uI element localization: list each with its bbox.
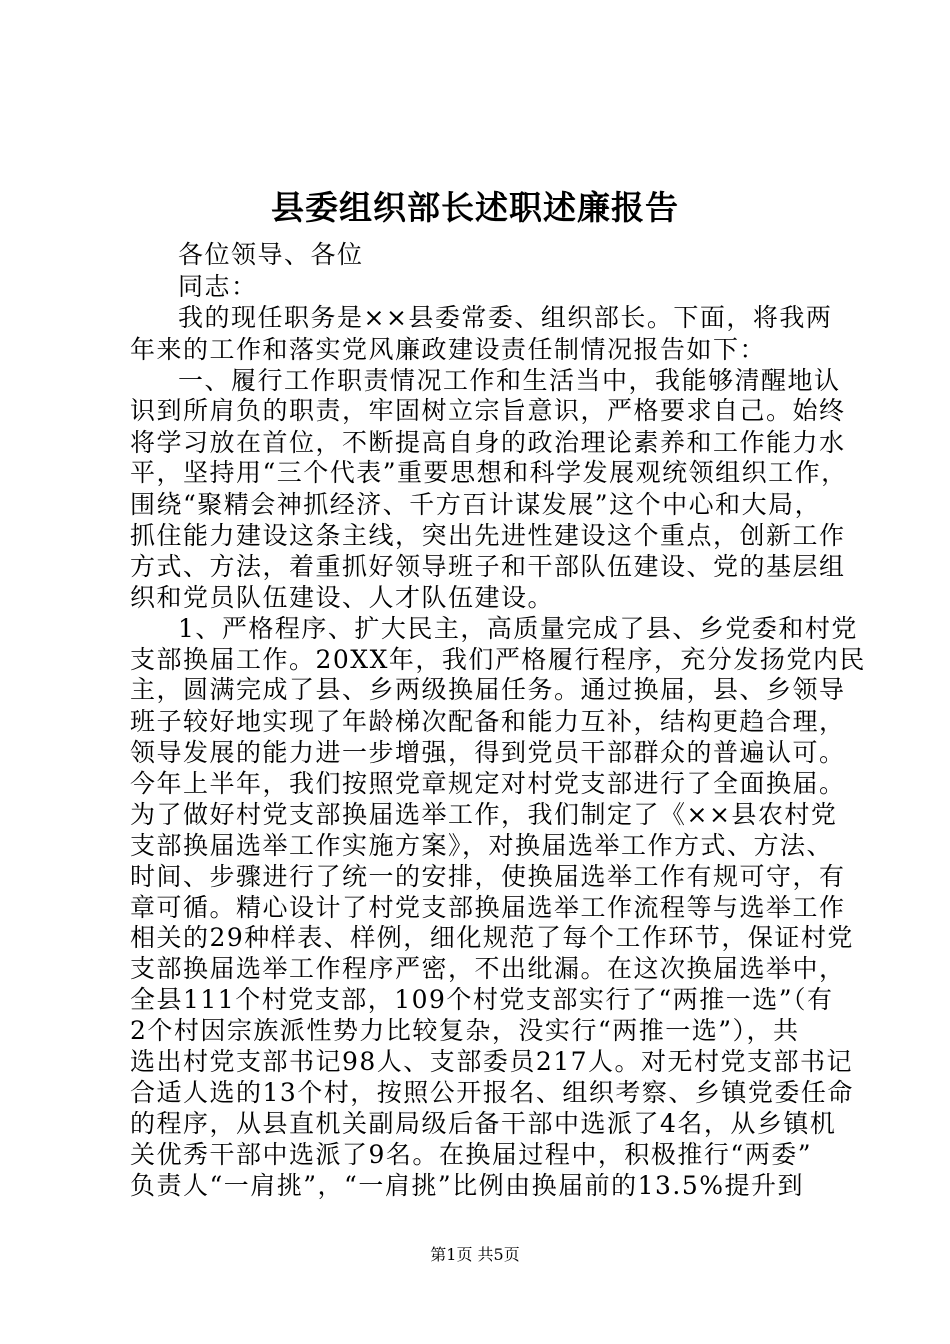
body-line: 识到所肩负的职责，牢固树立宗旨意识，严格要求自己。始终 xyxy=(130,396,846,425)
body-line: 织和党员队伍建设、人才队伍建设。 xyxy=(130,583,555,612)
body-line: 平，坚持用“三个代表”重要思想和科学发展观统领组织工作， xyxy=(130,458,848,487)
body-line: 各位领导、各位 xyxy=(178,240,364,269)
body-line: 领导发展的能力进一步增强，得到党员干部群众的普遍认可。 xyxy=(130,738,846,767)
body-line: 支部换届选举工作实施方案》，对换届选举工作方式、方法、 xyxy=(130,831,834,860)
body-line: 支部换届选举工作程序严密，不出纰漏。在这次换届选举中， xyxy=(130,954,846,983)
body-line: 为了做好村党支部换届选举工作，我们制定了《××县农村党 xyxy=(130,800,838,829)
body-line: 我的现任职务是××县委常委、组织部长。下面，将我两 xyxy=(178,303,833,332)
body-line: 时间、步骤进行了统一的安排，使换届选举工作有规可守，有 xyxy=(130,862,846,891)
body-line: 1、严格程序、扩大民主，高质量完成了县、乡党委和村党 xyxy=(178,614,858,643)
body-line: 负责人“一肩挑”，“一肩挑”比例由换届前的13.5%提升到 xyxy=(130,1171,805,1200)
body-line: 班子较好地实现了年龄梯次配备和能力互补，结构更趋合理， xyxy=(130,707,846,736)
body-line: 同志： xyxy=(178,272,258,301)
page-footer: 第1页 共5页 xyxy=(430,1245,520,1264)
body-line: 主，圆满完成了县、乡两级换届任务。通过换届，县、乡领导 xyxy=(130,675,846,704)
body-line: 2个村因宗族派性势力比较复杂，没实行“两推一选”），共 xyxy=(130,1016,800,1045)
body-line: 围绕“聚精会神抓经济、千方百计谋发展”这个中心和大局， xyxy=(130,490,822,519)
body-line: 支部换届工作。20XX年，我们严格履行程序，充分发扬党内民 xyxy=(130,645,866,674)
body-line: 相关的29种样表、样例，细化规范了每个工作环节，保证村党 xyxy=(130,923,854,952)
body-line: 关优秀干部中选派了9名。在换届过程中，积极推行“两委” xyxy=(130,1140,812,1169)
body-line: 抓住能力建设这条主线，突出先进性建设这个重点，创新工作 xyxy=(130,521,846,550)
body-line: 选出村党支部书记98人、支部委员217人。对无村党支部书记 xyxy=(130,1047,854,1076)
body-line: 全县111个村党支部，109个村党支部实行了“两推一选”（有 xyxy=(130,985,834,1014)
body-line: 一、履行工作职责情况工作和生活当中，我能够清醒地认 xyxy=(178,366,841,395)
body-line: 方式、方法，着重抓好领导班子和干部队伍建设、党的基层组 xyxy=(130,552,846,581)
body-line: 今年上半年，我们按照党章规定对村党支部进行了全面换届。 xyxy=(130,769,846,798)
body-line: 章可循。精心设计了村党支部换届选举工作流程等与选举工作 xyxy=(130,893,846,922)
body-line: 年来的工作和落实党风廉政建设责任制情况报告如下： xyxy=(130,335,767,364)
document-title: 县委组织部长述职述廉报告 xyxy=(271,188,679,227)
body-line: 合适人选的13个村，按照公开报名、组织考察、乡镇党委任命 xyxy=(130,1078,854,1107)
body-line: 将学习放在首位，不断提高自身的政治理论素养和工作能力水 xyxy=(130,428,846,457)
body-line: 的程序，从县直机关副局级后备干部中选派了4名，从乡镇机 xyxy=(130,1109,837,1138)
